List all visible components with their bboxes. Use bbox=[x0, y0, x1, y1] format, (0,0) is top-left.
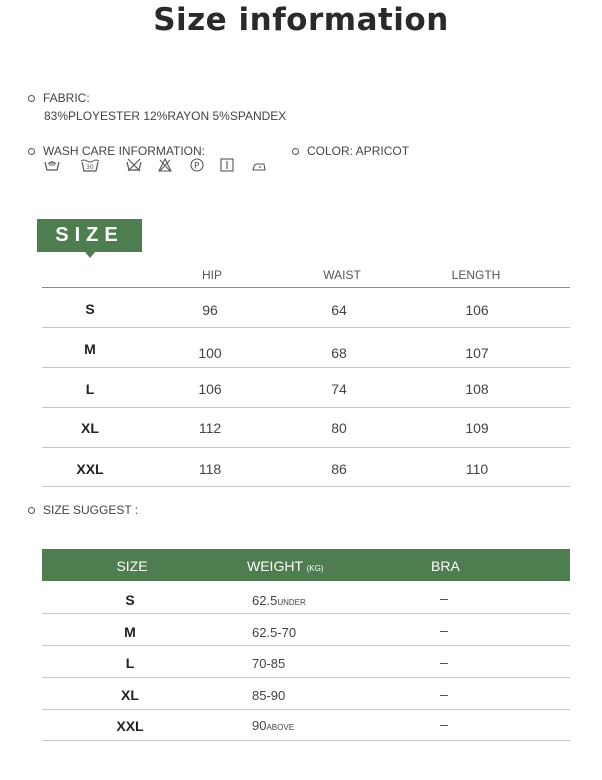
suggest-bra-cell: – bbox=[440, 622, 448, 638]
size-suggest-label: SIZE SUGGEST : bbox=[43, 503, 139, 517]
waist-cell: 74 bbox=[331, 381, 347, 397]
size-table-divider bbox=[42, 327, 570, 328]
hip-cell: 118 bbox=[198, 461, 222, 477]
size-cell: XXL bbox=[76, 461, 104, 477]
size-table-header-length: LENGTH bbox=[451, 268, 501, 282]
suggest-weight-value: 62.5-70 bbox=[252, 625, 297, 640]
no-tumble-dry-icon bbox=[126, 158, 142, 172]
suggest-header-weight-unit: (KG) bbox=[306, 564, 324, 573]
suggest-size-cell: XXL bbox=[116, 718, 144, 734]
hand-wash-icon bbox=[44, 158, 60, 172]
suggest-size-cell: M bbox=[124, 624, 136, 640]
low-iron-icon bbox=[252, 158, 266, 172]
size-cell: XL bbox=[81, 420, 99, 436]
waist-cell: 64 bbox=[331, 302, 347, 318]
bullet-icon bbox=[28, 148, 35, 155]
hip-cell: 106 bbox=[198, 381, 222, 397]
wash-30-icon bbox=[80, 158, 100, 172]
suggest-header-weight-label: WEIGHT bbox=[247, 558, 303, 574]
suggest-weight-suffix: ABOVE bbox=[266, 723, 295, 732]
svg-text:30: 30 bbox=[86, 164, 94, 171]
suggest-bra-cell: – bbox=[440, 654, 448, 670]
suggest-header-bra: BRA bbox=[431, 558, 460, 574]
size-table-header-hip: HIP bbox=[201, 268, 222, 282]
size-table-divider bbox=[42, 486, 570, 487]
suggest-weight-cell bbox=[252, 593, 306, 608]
suggest-divider bbox=[42, 677, 570, 678]
suggest-weight-cell bbox=[252, 625, 296, 640]
suggest-size-cell: L bbox=[125, 655, 135, 671]
color-label: COLOR: APRICOT bbox=[307, 144, 410, 158]
length-cell: 109 bbox=[465, 420, 489, 436]
bullet-icon bbox=[28, 507, 35, 514]
no-bleach-icon bbox=[158, 158, 172, 172]
size-table-divider bbox=[42, 287, 570, 288]
suggest-weight-cell bbox=[252, 688, 285, 703]
hip-cell: 112 bbox=[198, 420, 222, 436]
bullet-icon bbox=[28, 95, 35, 102]
suggest-weight-value: 62.5 bbox=[252, 593, 278, 608]
size-cell: L bbox=[85, 381, 95, 397]
suggest-weight-suffix: UNDER bbox=[277, 598, 306, 607]
size-table-divider bbox=[42, 367, 570, 368]
size-suggest-header bbox=[42, 549, 570, 581]
length-cell: 107 bbox=[465, 345, 489, 361]
wash-care-row bbox=[28, 144, 205, 158]
suggest-divider bbox=[42, 645, 570, 646]
bullet-icon bbox=[292, 148, 299, 155]
suggest-weight-cell bbox=[252, 718, 294, 733]
size-table-divider bbox=[42, 447, 570, 448]
waist-cell: 86 bbox=[331, 461, 347, 477]
suggest-divider bbox=[42, 709, 570, 710]
size-table-divider bbox=[42, 407, 570, 408]
page-title: Size information bbox=[153, 2, 449, 38]
suggest-weight-cell bbox=[252, 656, 285, 671]
size-tag: SIZE bbox=[37, 219, 142, 252]
size-cell: M bbox=[84, 341, 96, 357]
suggest-header-weight bbox=[247, 558, 324, 574]
length-cell: 106 bbox=[465, 302, 489, 318]
fabric-label: FABRIC: bbox=[43, 91, 90, 105]
size-cell: S bbox=[85, 301, 95, 317]
length-cell: 108 bbox=[465, 381, 489, 397]
line-dry-icon bbox=[220, 158, 234, 172]
color-row bbox=[292, 144, 409, 158]
suggest-bra-cell: – bbox=[440, 686, 448, 702]
fabric-value: 83%PLOYESTER 12%RAYON 5%SPANDEX bbox=[44, 109, 287, 123]
suggest-header-size: SIZE bbox=[116, 558, 148, 574]
suggest-bra-cell: – bbox=[440, 590, 448, 606]
hip-cell: 100 bbox=[198, 345, 222, 361]
suggest-bra-cell: – bbox=[440, 716, 448, 732]
length-cell: 110 bbox=[465, 461, 489, 477]
suggest-size-cell: S bbox=[125, 592, 135, 608]
suggest-size-cell: XL bbox=[121, 687, 139, 703]
fabric-row bbox=[28, 91, 90, 105]
waist-cell: 80 bbox=[331, 420, 347, 436]
size-table-header-waist: WAIST bbox=[323, 268, 361, 282]
wash-care-icons bbox=[44, 158, 278, 172]
waist-cell: 68 bbox=[331, 345, 347, 361]
suggest-weight-value: 90 bbox=[252, 718, 267, 733]
suggest-weight-value: 70-85 bbox=[252, 656, 286, 671]
svg-text:P: P bbox=[194, 161, 200, 172]
dry-clean-p-icon bbox=[190, 158, 204, 172]
size-suggest-row bbox=[28, 503, 138, 517]
size-tag-pointer bbox=[85, 252, 95, 258]
wash-care-label: WASH CARE INFORMATION: bbox=[43, 144, 205, 158]
hip-cell: 96 bbox=[202, 302, 218, 318]
suggest-divider bbox=[42, 613, 570, 614]
suggest-weight-value: 85-90 bbox=[252, 688, 286, 703]
suggest-divider bbox=[42, 740, 570, 741]
